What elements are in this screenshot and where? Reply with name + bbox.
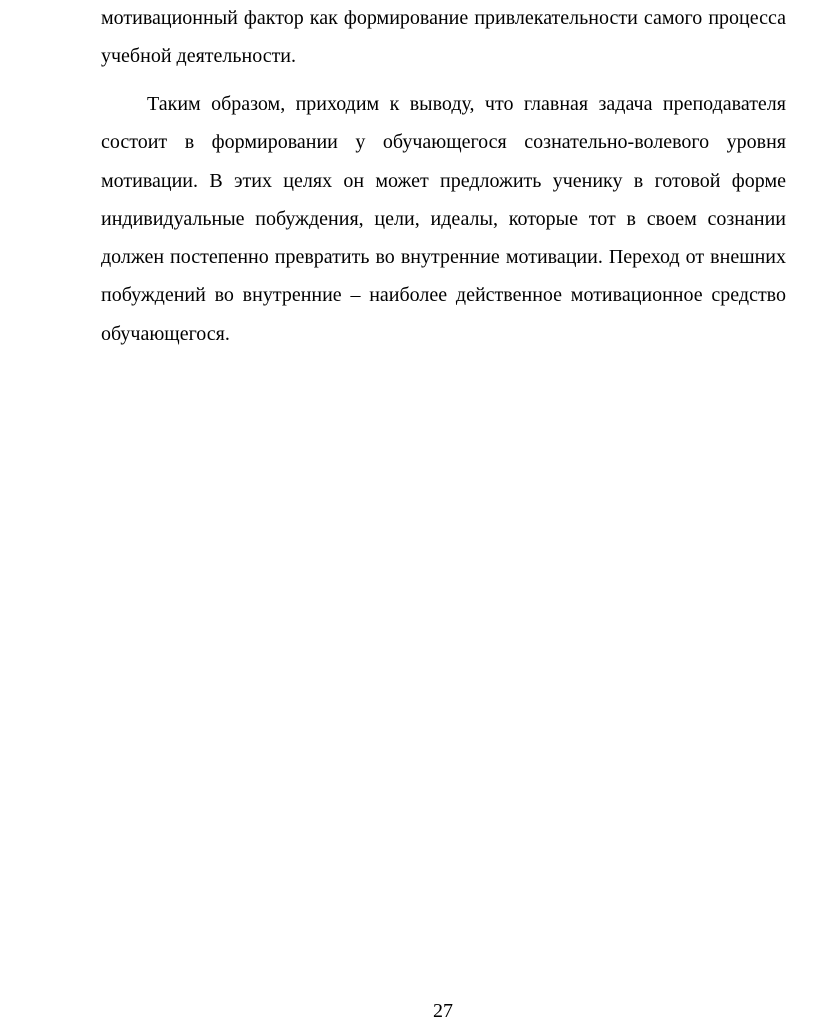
paragraph-continuation: [101, 0, 786, 76]
paragraph-text: Таким образом, приходим к выводу, что главная задача преподавателя состоит в формировании у обучающегося сознательно-волевого уровня мотивации. В этих целях он может предложить ученику в готовой форме индивидуальные побуждения, цели, идеалы, которые тот в своем сознании должен постепенно превратить во внутренние мотивации. Переход от внешних побуждений во внутренние – наиболее действенное мотивационное средство обучающегося.: [101, 93, 786, 345]
paragraph-text: мотивационный фактор как формирование привлекательности самого процесса учебной деятельности.: [101, 7, 786, 68]
paragraph-conclusion: [101, 85, 786, 353]
page-number: 27: [433, 1000, 453, 1022]
